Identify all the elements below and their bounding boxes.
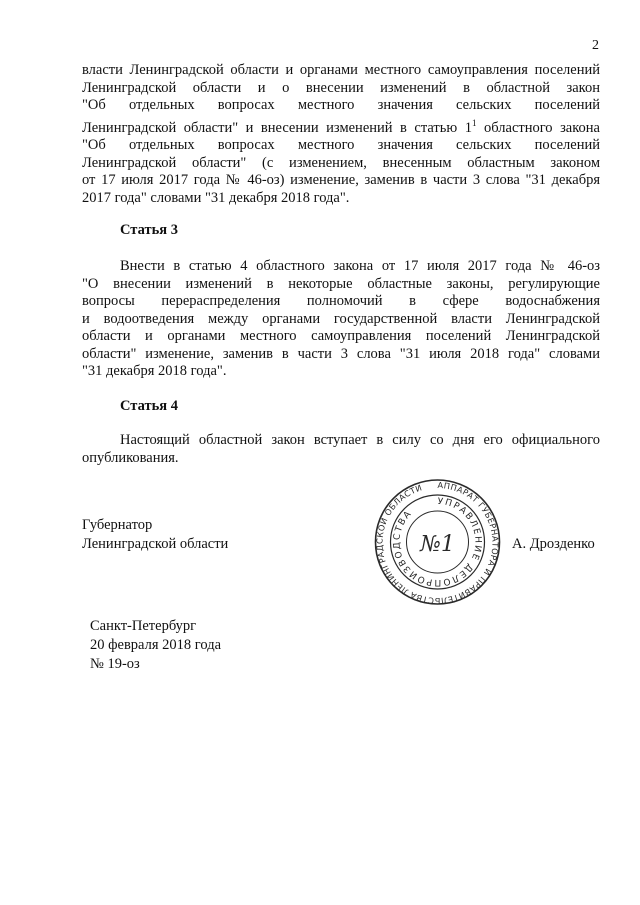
text-line: области" изменение, заменив в части 3 слова "31 июля 2018 года" словами xyxy=(82,345,600,362)
text-line: "О внесении изменений в некоторые областные законы, регулирующие xyxy=(82,275,600,292)
text-line: и водоотведения между органами государственной власти Ленинградской xyxy=(82,310,600,327)
superscript: 1 xyxy=(471,117,477,128)
text-line: Настоящий областной закон вступает в силу со дня его официального xyxy=(120,432,600,448)
text-line: "31 декабря 2018 года". xyxy=(82,363,227,379)
signatory-title-line: Губернатор xyxy=(82,517,153,533)
text-line: 2017 года" словами "31 декабря 2018 года". xyxy=(82,189,350,206)
signatory-title-line: Ленинградской области xyxy=(82,536,229,552)
text-line-part: областного закона xyxy=(476,119,600,136)
text-line: "Об отдельных вопросах местного значения сельских поселений xyxy=(82,97,600,113)
signatory-title xyxy=(82,516,228,554)
article-4-heading: Статья 4 xyxy=(120,398,178,414)
signatory-name: А. Дрозденко xyxy=(512,536,595,552)
page-number: 2 xyxy=(592,38,599,53)
text-line: вопросы перераспределения полномочий в сфере водоснабжения xyxy=(82,293,600,309)
text-line-with-superscript xyxy=(82,115,600,138)
text-line: Внести в статью 4 областного закона от 17 июля 2017 года № 46-оз xyxy=(120,258,600,274)
text-line: власти Ленинградской области и органами местного самоуправления поселений xyxy=(82,62,600,78)
intro-paragraph xyxy=(82,62,600,207)
seal-inner-text: УПРАВЛЕНИЕ ДЕЛОПРОИЗВОДСТВА xyxy=(392,496,483,588)
seal-outer-text: АППАРАТ ГУБЕРНАТОРА И ПРАВИТЕЛЬСТВА ЛЕНИНГРАДСКОЙ ОБЛАСТИ xyxy=(374,479,501,606)
seal-stamp-icon xyxy=(365,478,510,606)
text-line: "Об отдельных вопросах местного значения сельских поселений xyxy=(82,137,600,153)
law-number: № 19-оз xyxy=(90,656,140,672)
document-footer xyxy=(90,617,221,674)
article-3-heading: Статья 3 xyxy=(120,222,178,238)
text-line: от 17 июля 2017 года № 46-оз) изменение, заменив в части 3 слова "31 декабря xyxy=(82,172,600,188)
article-4-paragraph xyxy=(82,432,600,467)
article-3-paragraph xyxy=(82,258,600,381)
place-of-signing: Санкт-Петербург xyxy=(90,618,197,634)
text-line: Ленинградской области" (с изменением, внесенным областным законом xyxy=(82,154,600,171)
text-line: Ленинградской области и о внесении изменений в областной закон xyxy=(82,79,600,96)
text-line: опубликования. xyxy=(82,449,179,466)
text-line-part: Ленинградской области" и внесении изменений в статью 1 xyxy=(82,119,472,136)
signing-date: 20 февраля 2018 года xyxy=(90,637,222,653)
seal-center-number: №1 xyxy=(420,532,455,557)
text-line: области и органами местного самоуправления поселений Ленинградской xyxy=(82,328,600,344)
